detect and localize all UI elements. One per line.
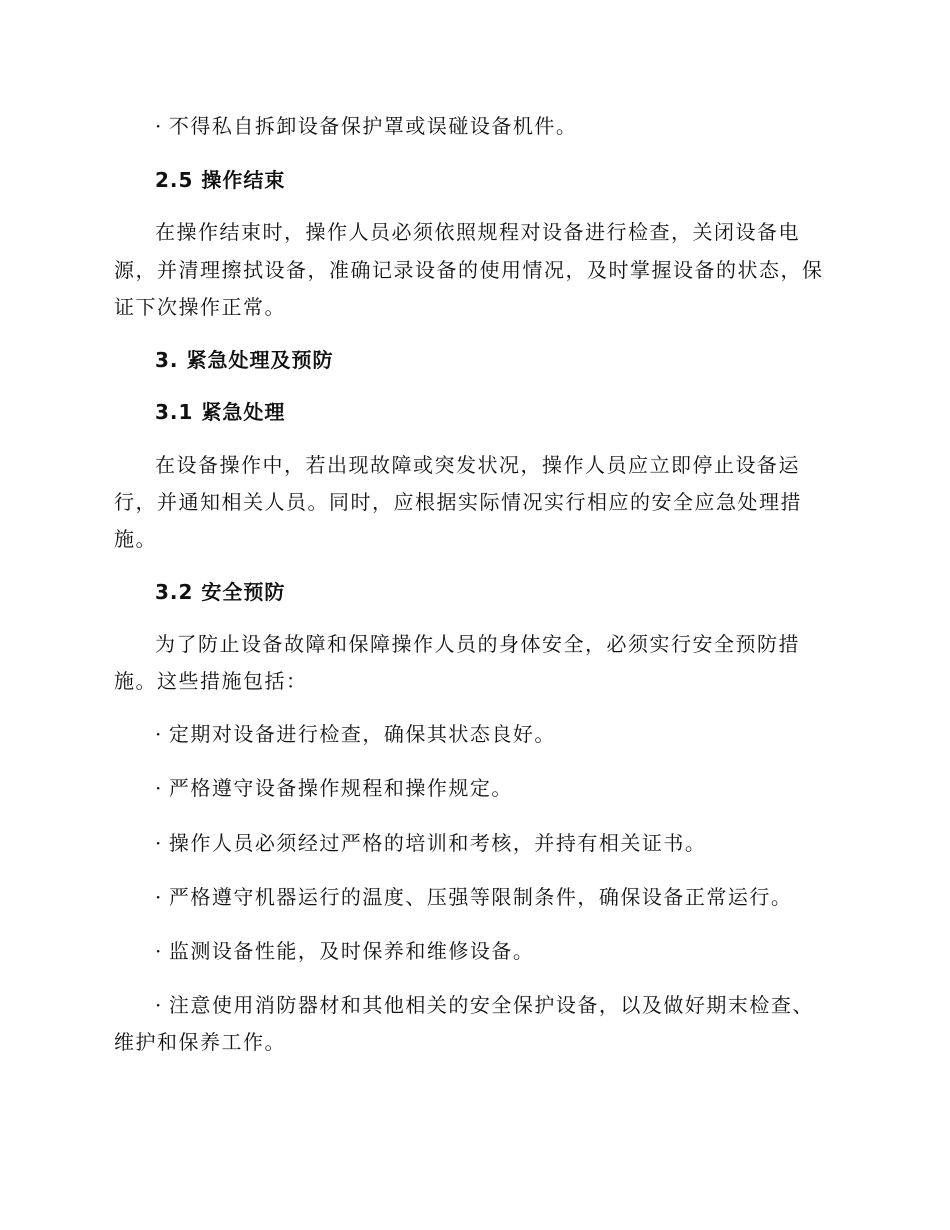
section-heading-3-1: 3.1 紧急处理	[155, 400, 286, 424]
bullet-item	[155, 108, 875, 145]
bullet-text: 定期对设备进行检查，确保其状态良好。	[168, 722, 556, 746]
bullet-text: 注意使用消防器材和其他相关的安全保护设备，以及做好期末检查、	[168, 993, 814, 1017]
bullet-text: 监测设备性能，及时保养和维修设备。	[168, 939, 535, 963]
bullet-dot: ·	[155, 114, 163, 138]
bullet-dot: ·	[155, 939, 163, 963]
bullet-text: 严格遵守机器运行的温度、压强等限制条件，确保设备正常运行。	[168, 885, 793, 909]
bullet-item	[155, 770, 875, 807]
paragraph-line: 施。这些措施包括：	[114, 669, 308, 693]
paragraph-line: 行，并通知相关人员。同时，应根据实际情况实行相应的安全应急处理措	[114, 490, 802, 514]
paragraph-line: 证下次操作正常。	[114, 295, 286, 319]
paragraph-line: 为了防止设备故障和保障操作人员的身体安全，必须实行安全预防措	[155, 632, 800, 656]
bullet-dot: ·	[155, 831, 163, 855]
section-heading-3-2: 3.2 安全预防	[155, 580, 286, 604]
bullet-text: 不得私自拆卸设备保护罩或误碰设备机件。	[168, 114, 578, 138]
bullet-item	[155, 716, 875, 753]
bullet-item	[155, 825, 875, 862]
bullet-item	[155, 933, 875, 970]
bullet-dot: ·	[155, 885, 163, 909]
bullet-dot: ·	[155, 993, 163, 1017]
bullet-dot: ·	[155, 776, 163, 800]
paragraph-line: 在操作结束时，操作人员必须依照规程对设备进行检查，关闭设备电	[155, 220, 800, 244]
section-heading-2-5: 2.5 操作结束	[155, 168, 286, 192]
bullet-text: 严格遵守设备操作规程和操作规定。	[168, 776, 513, 800]
paragraph-line: 维护和保养工作。	[114, 1030, 286, 1054]
section-heading-3: 3. 紧急处理及预防	[155, 348, 334, 372]
bullet-text: 操作人员必须经过严格的培训和考核，并持有相关证书。	[168, 831, 707, 855]
bullet-dot: ·	[155, 722, 163, 746]
bullet-item	[155, 987, 875, 1024]
paragraph-line: 源，并清理擦拭设备，准确记录设备的使用情况，及时掌握设备的状态，保	[114, 258, 824, 282]
paragraph-line: 在设备操作中，若出现故障或突发状况，操作人员应立即停止设备运	[155, 453, 800, 477]
paragraph-line: 施。	[114, 527, 157, 551]
bullet-item	[155, 879, 875, 916]
